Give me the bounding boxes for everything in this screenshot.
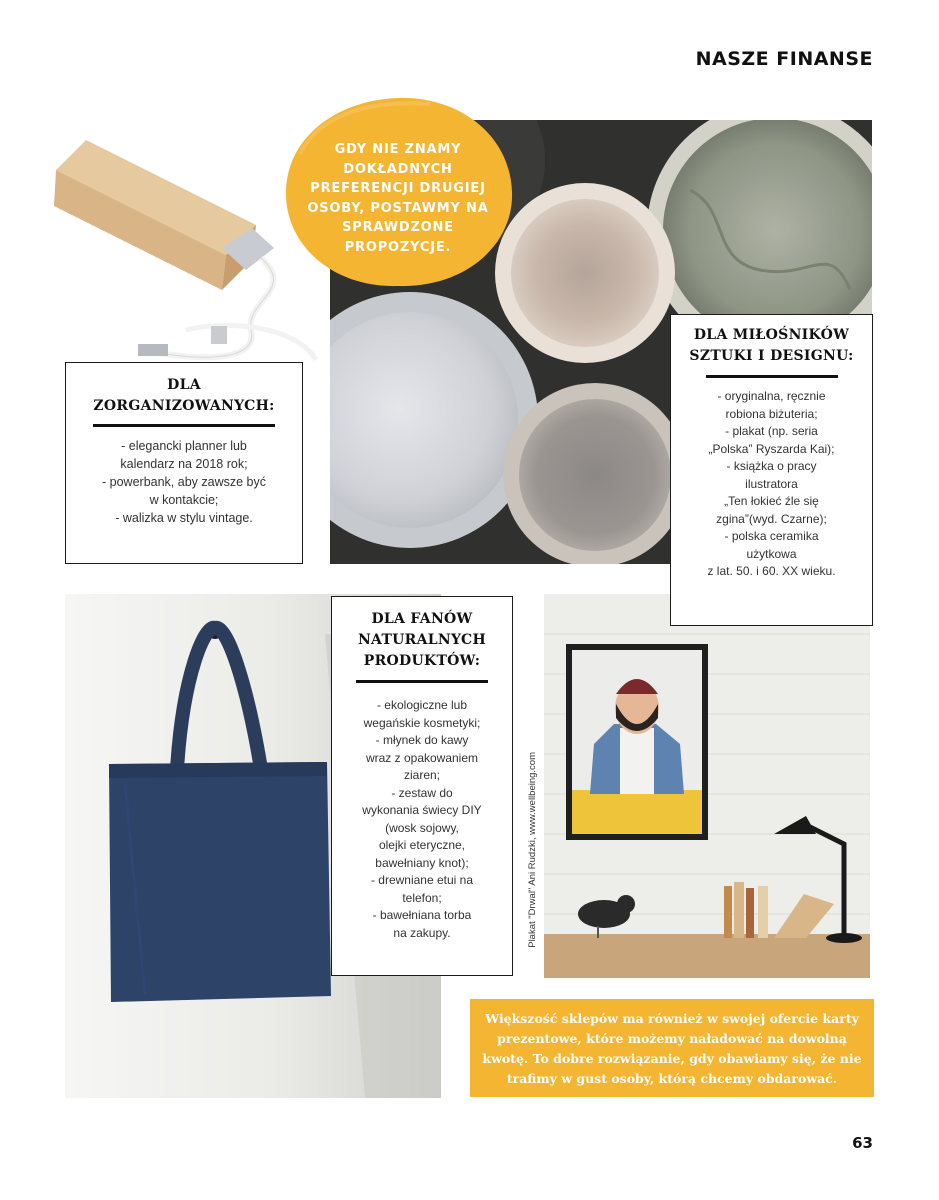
box-art-title-2: SZTUKI I DESIGNU: [689,348,854,364]
gift-box-organized [65,362,303,564]
gift-box-natural [331,596,513,976]
box-natural-list [340,697,504,942]
box-art-list [679,388,864,581]
list-item: - młynek do kawy wraz z opakowaniem ziaren; [365,733,479,782]
box-organized-title-1: DLA [167,377,201,393]
photo-credit: Plakat "Drwal" Ani Rudzki, www.wellbeing.com [527,752,538,948]
page-number: 63 [852,1134,873,1152]
box-organized-list [74,437,294,527]
list-item: - powerbank, aby zawsze być w kontakcie; [102,475,266,507]
box-art-title-1: DLA MIŁOŚNIKÓW [693,327,850,343]
box-natural-title-2: NATURALNYCH [357,632,487,648]
box-natural-title-3: PRODUKTÓW: [363,653,481,669]
list-item: - ekologiczne lub wegańskie kosmetyki; [363,698,481,730]
list-item: - plakat (np. seria „Polska” Ryszarda Kai); [708,424,835,456]
title-underline [706,375,838,378]
title-underline [356,680,488,683]
poster-interior-photo [544,594,870,978]
badge-text: GDY NIE ZNAMY DOKŁADNYCH PREFERENCJI DRUGIEJ OSOBY, POSTAWMY NA SPRAWDZONE PROPOZYCJE. [307,142,489,255]
title-underline [93,424,275,427]
gift-box-art-design [670,314,873,626]
section-title: NASZE FINANSE [695,48,873,70]
box-organized-title-2: ZORGANIZOWANYCH: [93,398,275,414]
list-item: - oryginalna, ręcznie robiona biżuteria; [717,389,826,421]
list-item: - zestaw do wykonania świecy DIY (wosk sojowy, olejki eteryczne, bawełniany knot); [362,785,482,870]
list-item: - książka o pracy ilustratora „Ten łokieć źle się zgina”(wyd. Czarne); [716,459,827,526]
box-natural-title-1: DLA FANÓW [371,611,473,627]
list-item: - bawełniana torba na zakupy. [372,908,472,940]
list-item: - walizka w stylu vintage. [115,511,253,525]
list-item: - polska ceramika użytkowa z lat. 50. i 60. XX wieku. [707,529,836,578]
poster-interior-illustration [544,594,870,978]
list-item: - elegancki planner lub kalendarz na 2018 rok; [120,439,248,471]
gift-card-tip: Większość sklepów ma również w swojej ofercie karty prezentowe, które możemy naładować na dowolną kwotę. To dobre rozwiązanie, gdy obawiamy się, że nie trafimy w gust osoby, którą chcemy obdarować. [470,999,874,1097]
list-item: - drewniane etui na telefon; [370,873,474,905]
